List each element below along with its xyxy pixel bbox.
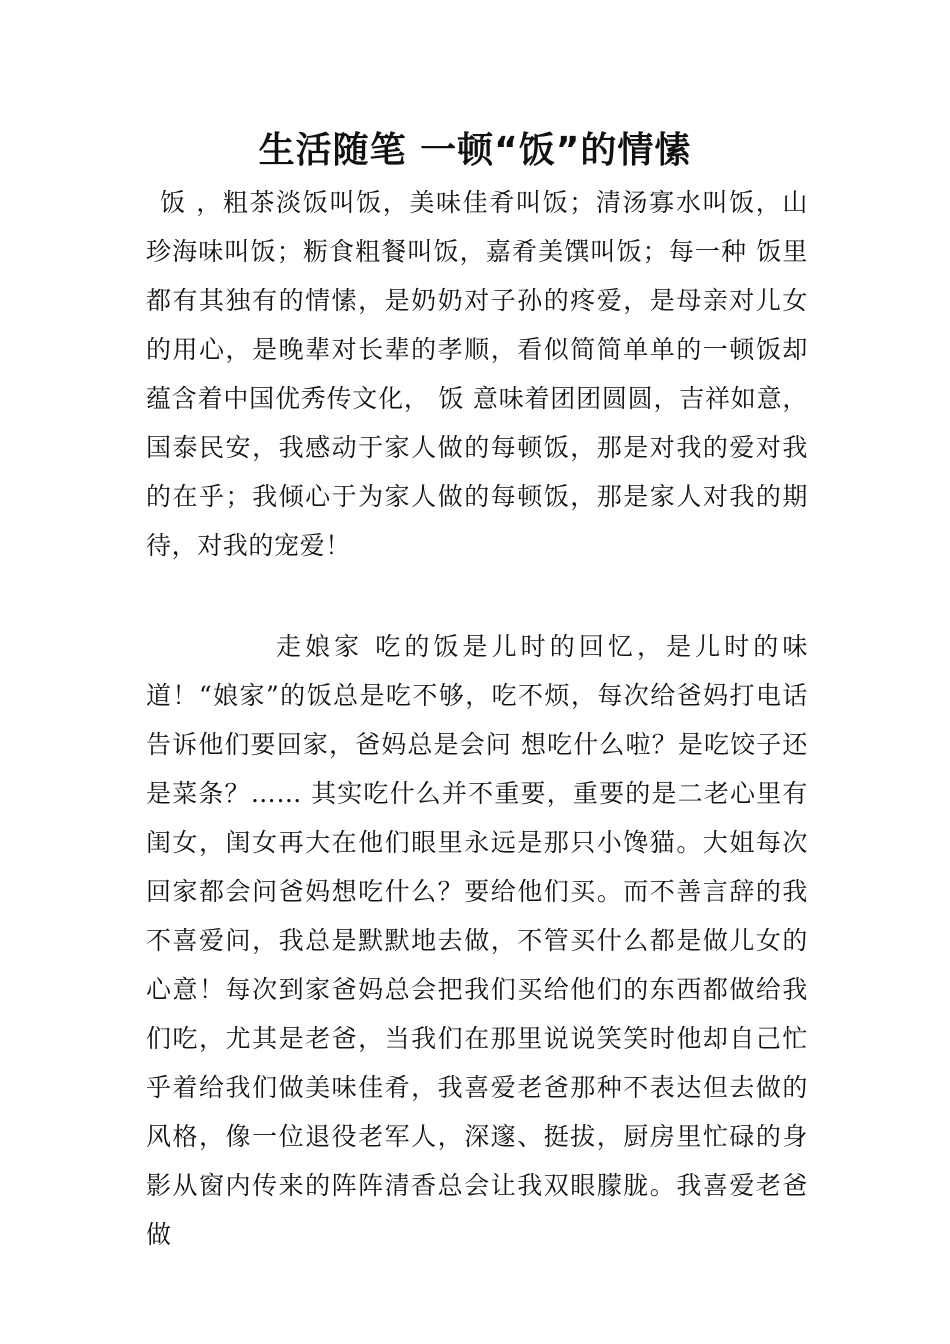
- document-title: 生活随笔 一顿“饭”的情愫: [258, 130, 692, 171]
- paragraph-2: 走娘家 吃的饭是儿时的回忆，是儿时的味道！“娘家”的饭总是吃不够，吃不烦，每次给爸妈打电话告诉他们要回家，爸妈总是会问 想吃什么啦？是吃饺子还是菜条？…… 其实吃什么并不重要，重要的是二老心里有闺女，闺女再大在他们眼里永远是那只小馋猫。大姐每次回家都会问爸妈想吃什么？要给他们买。而不善言辞的我不喜爱问，我总是默默地去做，不管买什么都是做儿女的心意！每次到家爸妈总会把我们买给他们的东西都做给我们吃，尤其是老爸，当我们在那里说说笑笑时他却自己忙乎着给我们做美味佳肴，我喜爱老爸那种不表达但去做的风格，像一位退役老军人，深邃、挺拔，厨房里忙碌的身影从窗内传来的阵阵清香总会让我双眼朦胧。我喜爱老爸做: [146, 632, 808, 1249]
- paragraph-1: 饭 ，粗茶淡饭叫饭，美味佳肴叫饭；清汤寡水叫饭，山珍海味叫饭；粝食粗餐叫饭，嘉肴美馔叫饭；每一种 饭里都有其独有的情愫，是奶奶对子孙的疼爱，是母亲对儿女的用心，是晚辈对长辈的孝顺，看似简简单单的一顿饭却蕴含着中国优秀传文化， 饭 意味着团团圆圆，吉祥如意，国泰民安，我感动于家人做的每顿饭，那是对我的爱对我的在乎；我倾心于为家人做的每顿饭，那是家人对我的期待，对我的宠爱！: [146, 188, 808, 560]
